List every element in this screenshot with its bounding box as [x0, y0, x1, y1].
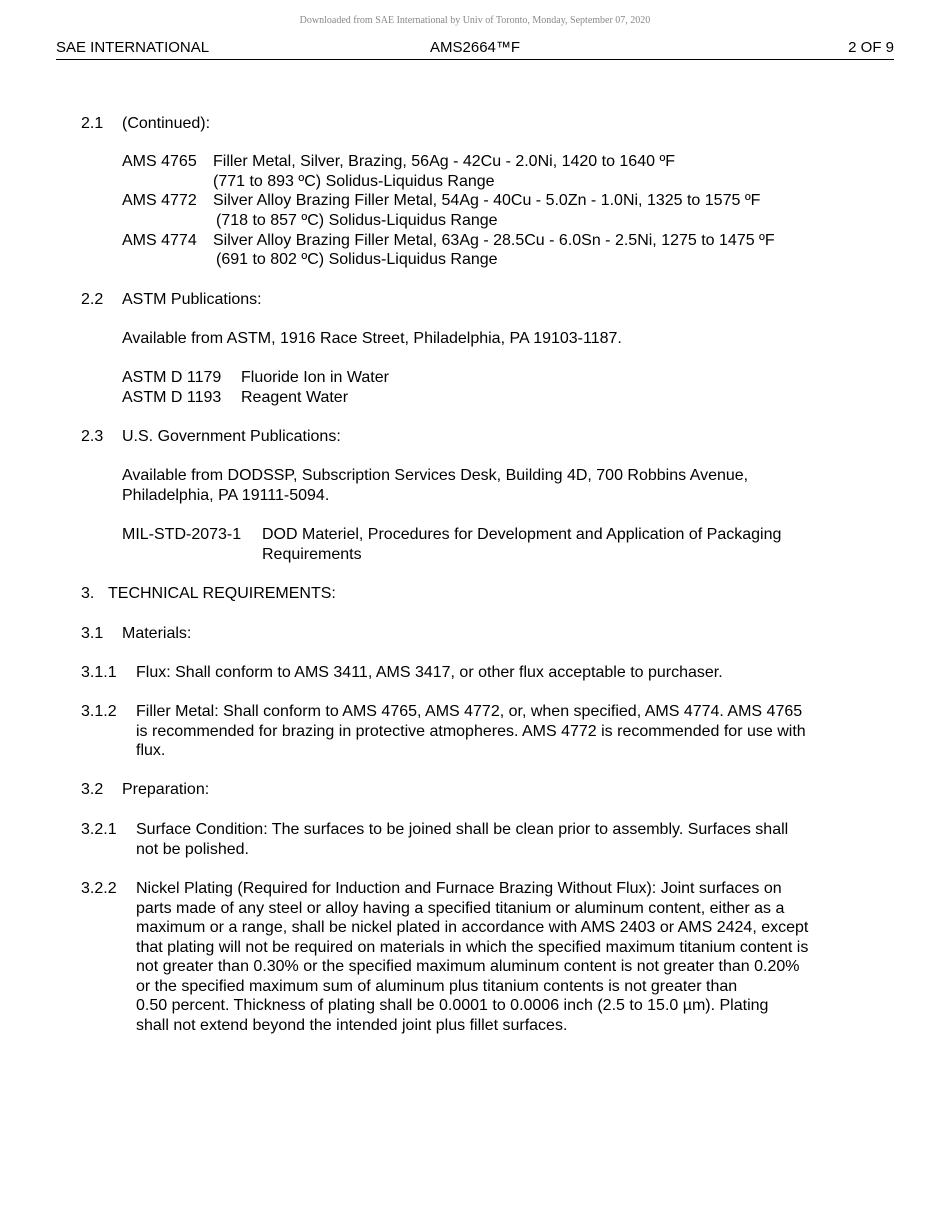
- section-3-1-title: Materials:: [122, 625, 192, 642]
- section-3-2-2-line: that plating will not be required on materials in which the specified maximum titanium content is: [136, 939, 809, 956]
- section-3-1-2-line: Filler Metal: Shall conform to AMS 4765, AMS 4772, or, when specified, AMS 4774. AMS 4765: [136, 703, 803, 720]
- ref-text-mil-std-2073-1-line1: DOD Materiel, Procedures for Development and Application of Packaging: [262, 526, 782, 543]
- section-3-title: TECHNICAL REQUIREMENTS:: [108, 585, 336, 602]
- ref-code-ams4772: AMS 4772: [122, 192, 197, 209]
- ref-text-astm-d1179: Fluoride Ion in Water: [241, 369, 389, 386]
- ref-text-ams4774-line1: Silver Alloy Brazing Filler Metal, 63Ag - 28.5Cu - 6.0Sn - 2.5Ni, 1275 to 1475 ºF: [213, 232, 775, 249]
- ref-code-astm-d1193: ASTM D 1193: [122, 389, 222, 406]
- section-3-1-2-line: is recommended for brazing in protective atmopheres. AMS 4772 is recommended for use with: [136, 723, 806, 740]
- header-doc-id: AMS2664™F: [430, 39, 521, 56]
- section-2-2-number: 2.2: [81, 291, 104, 308]
- ref-text-mil-std-2073-1-line2: Requirements: [262, 546, 362, 563]
- section-3-2-2-line: shall not extend beyond the intended joint plus fillet surfaces.: [136, 1017, 568, 1034]
- section-2-2-title: ASTM Publications:: [122, 291, 262, 308]
- section-3-2-2-line: Nickel Plating (Required for Induction and Furnace Brazing Without Flux): Joint surfaces on: [136, 880, 782, 897]
- section-3-2-2-line: 0.50 percent. Thickness of plating shall be 0.0001 to 0.0006 inch (2.5 to 15.0 µm). Plating: [136, 997, 769, 1014]
- section-3-2-2-line: not greater than 0.30% or the specified maximum aluminum content is not greater than 0.20%: [136, 958, 800, 975]
- section-3-1-1-number: 3.1.1: [81, 664, 117, 681]
- ref-code-ams4765: AMS 4765: [122, 153, 197, 170]
- header-page-number: 2 OF 9: [848, 39, 894, 56]
- section-2-1-title: (Continued):: [122, 115, 211, 132]
- section-3-2-1-line: Surface Condition: The surfaces to be joined shall be clean prior to assembly. Surfaces shall: [136, 821, 789, 838]
- section-2-1-number: 2.1: [81, 115, 104, 132]
- section-3-1-2-number: 3.1.2: [81, 703, 117, 720]
- ref-code-ams4774: AMS 4774: [122, 232, 197, 249]
- dodssp-availability-line2: Philadelphia, PA 19111-5094.: [122, 487, 330, 504]
- ref-code-astm-d1179: ASTM D 1179: [122, 369, 222, 386]
- ref-text-ams4772-line1: Silver Alloy Brazing Filler Metal, 54Ag - 40Cu - 5.0Zn - 1.0Ni, 1325 to 1575 ºF: [213, 192, 761, 209]
- dodssp-availability-line1: Available from DODSSP, Subscription Services Desk, Building 4D, 700 Robbins Avenue,: [122, 467, 749, 484]
- section-3-number: 3.: [81, 585, 95, 602]
- section-3-1-1-text: Flux: Shall conform to AMS 3411, AMS 3417, or other flux acceptable to purchaser.: [136, 664, 723, 681]
- section-3-2-number: 3.2: [81, 781, 104, 798]
- section-3-2-2-line: or the specified maximum sum of aluminum plus titanium contents is not greater than: [136, 978, 738, 995]
- section-3-1-number: 3.1: [81, 625, 104, 642]
- section-3-2-2-line: maximum or a range, shall be nickel plated in accordance with AMS 2403 or AMS 2424, except: [136, 919, 809, 936]
- section-3-2-1-number: 3.2.1: [81, 821, 117, 838]
- ref-text-astm-d1193: Reagent Water: [241, 389, 349, 406]
- section-3-1-2-line: flux.: [136, 742, 166, 759]
- header-org: SAE INTERNATIONAL: [56, 39, 210, 56]
- section-3-2-2-line: parts made of any steel or alloy having a specified titanium or aluminum content, either as a: [136, 900, 785, 917]
- section-2-3-number: 2.3: [81, 428, 104, 445]
- ref-code-mil-std-2073-1: MIL-STD-2073-1: [122, 526, 242, 543]
- section-3-2-2-number: 3.2.2: [81, 880, 117, 897]
- download-watermark: Downloaded from SAE International by Univ of Toronto, Monday, September 07, 2020: [299, 15, 651, 26]
- ref-text-ams4765-line1: Filler Metal, Silver, Brazing, 56Ag - 42Cu - 2.0Ni, 1420 to 1640 ºF: [213, 153, 676, 170]
- section-3-2-title: Preparation:: [122, 781, 210, 798]
- section-3-2-1-line: not be polished.: [136, 841, 249, 858]
- astm-availability: Available from ASTM, 1916 Race Street, Philadelphia, PA 19103-1187.: [122, 330, 622, 347]
- ref-text-ams4765-line2: (771 to 893 ºC) Solidus-Liquidus Range: [213, 173, 495, 190]
- ref-text-ams4772-line2: (718 to 857 ºC) Solidus-Liquidus Range: [216, 212, 498, 229]
- section-2-3-title: U.S. Government Publications:: [122, 428, 341, 445]
- page-header: [56, 39, 894, 60]
- ref-text-ams4774-line2: (691 to 802 ºC) Solidus-Liquidus Range: [216, 251, 498, 268]
